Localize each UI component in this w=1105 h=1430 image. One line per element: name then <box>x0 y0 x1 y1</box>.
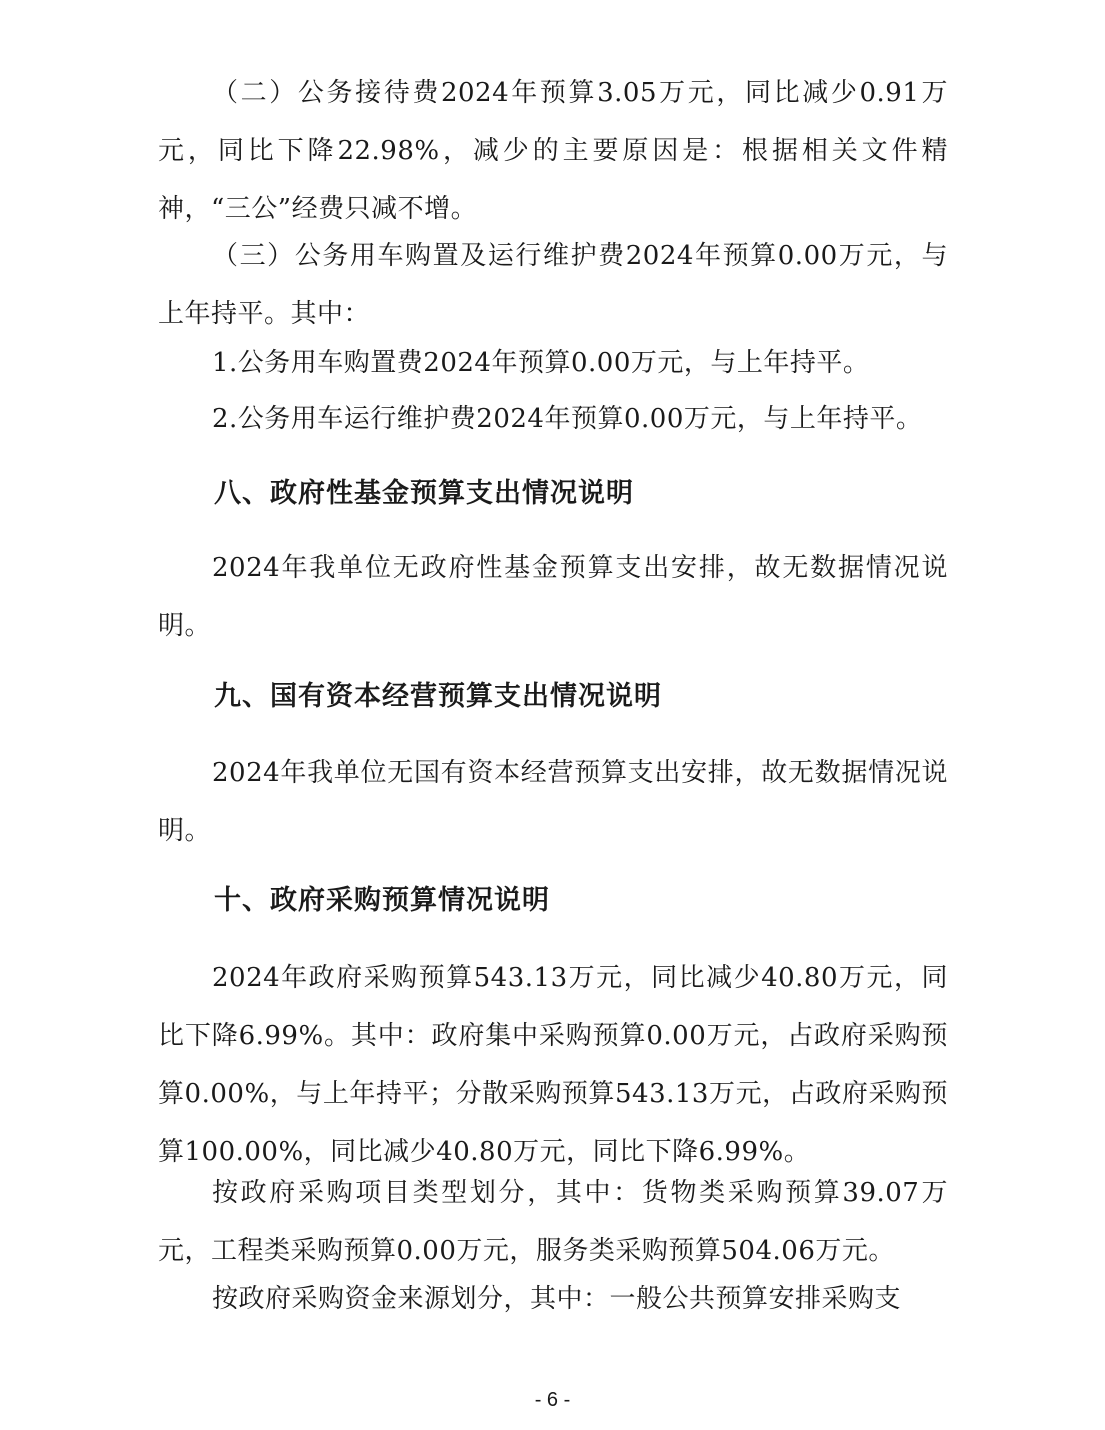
paragraph-government-fund: 2024年我单位无政府性基金预算支出安排，故无数据情况说明。 <box>158 553 948 641</box>
paragraph-procurement-budget: 2024年政府采购预算543.13万元，同比减少40.80万元，同比下降6.99%。其中：政府集中采购预算0.00万元，占政府采购预算0.00%，与上年持平；分散采购预算543.13万元，占政府采购预算100.00%，同比减少40.80万元，同比下降6.99%。 <box>158 963 948 1167</box>
paragraph-vehicle-expense: （三）公务用车购置及运行维护费2024年预算0.00万元，与上年持平。其中： <box>158 241 948 329</box>
heading-government-fund: 八、政府性基金预算支出情况说明 <box>214 478 634 509</box>
paragraph-vehicle-maintenance: 2.公务用车运行维护费2024年预算0.00万元，与上年持平。 <box>212 404 923 434</box>
paragraph-procurement-by-type: 按政府采购项目类型划分，其中：货物类采购预算39.07万元，工程类采购预算0.00万元，服务类采购预算504.06万元。 <box>158 1178 948 1266</box>
heading-state-capital: 九、国有资本经营预算支出情况说明 <box>214 681 662 712</box>
heading-procurement: 十、政府采购预算情况说明 <box>214 885 550 916</box>
paragraph-vehicle-purchase: 1.公务用车购置费2024年预算0.00万元，与上年持平。 <box>212 348 870 378</box>
paragraph-reception-expense: （二）公务接待费2024年预算3.05万元，同比减少0.91万元，同比下降22.98%，减少的主要原因是：根据相关文件精神，“三公”经费只减不增。 <box>158 78 948 224</box>
page-number: - 6 - <box>534 1389 571 1411</box>
paragraph-state-capital: 2024年我单位无国有资本经营预算支出安排，故无数据情况说明。 <box>158 758 948 846</box>
paragraph-procurement-by-source: 按政府采购资金来源划分，其中：一般公共预算安排采购支 <box>212 1284 902 1314</box>
